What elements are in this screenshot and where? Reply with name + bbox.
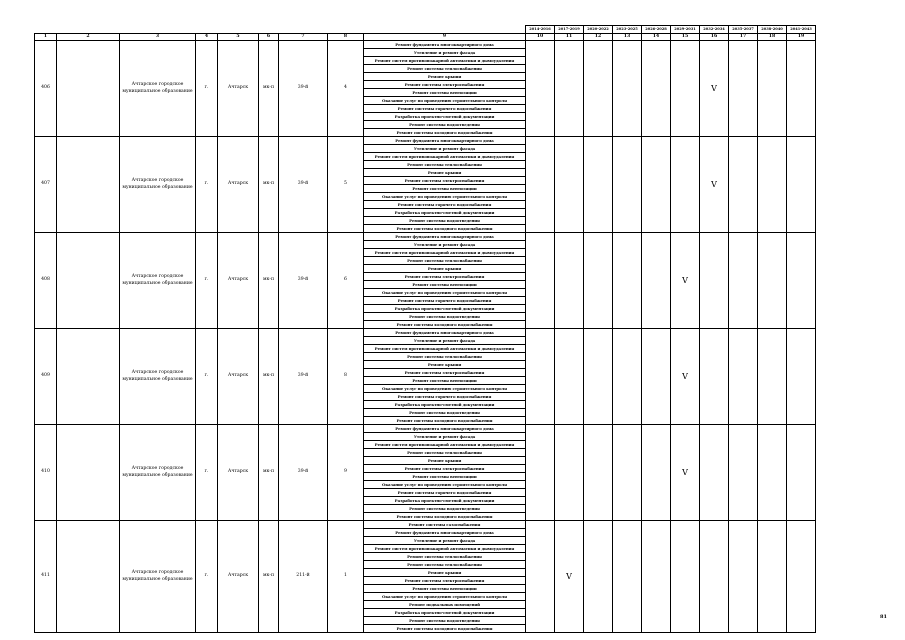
column-number: 6: [259, 34, 279, 41]
column-number: 10: [526, 34, 555, 41]
schedule-mark: V: [671, 425, 700, 521]
settlement-name: Ачтарск: [218, 425, 259, 521]
work-item: Ремонт системы вентиляции: [364, 377, 526, 385]
work-item: Оказание услуг по проведению строительного контроля: [364, 289, 526, 297]
work-item: Ремонт системы холодного водоснабжения: [364, 513, 526, 521]
street-type: мк-п: [259, 329, 279, 425]
work-item: Ремонт системы вентиляции: [364, 185, 526, 193]
work-item: Ремонт крыши: [364, 569, 526, 577]
period-cell: [787, 329, 816, 425]
capital-repair-schedule-table: [34, 25, 816, 633]
work-item: Ремонт фундамента многоквартирного дома: [364, 137, 526, 145]
house-number: 9: [328, 425, 364, 521]
street-type: мк-п: [259, 425, 279, 521]
table-row: [35, 137, 816, 145]
column-number: 13: [613, 34, 642, 41]
row-number: 407: [35, 137, 57, 233]
municipality-name: Ачтарское городское муниципальное образование: [120, 41, 196, 137]
period-cell: [526, 233, 555, 329]
period-cell: [700, 329, 729, 425]
work-item: Утепление и ремонт фасада: [364, 537, 526, 545]
column-number: 19: [787, 34, 816, 41]
period-cell: [758, 137, 787, 233]
work-item: Ремонт системы водоотведения: [364, 409, 526, 417]
period-cell: [758, 233, 787, 329]
column-number: 2: [57, 34, 120, 41]
row-number: 411: [35, 521, 57, 633]
column-number: 12: [584, 34, 613, 41]
work-item: Ремонт системы водоотведения: [364, 217, 526, 225]
house-number: 1: [328, 521, 364, 633]
work-item: Оказание услуг по проведению строительного контроля: [364, 97, 526, 105]
period-header: 2035-2037: [729, 26, 758, 34]
work-item: Ремонт системы вентиляции: [364, 585, 526, 593]
settlement-type: г.: [196, 329, 218, 425]
house-number: 5: [328, 137, 364, 233]
schedule-mark: V: [700, 41, 729, 137]
column-number: 16: [700, 34, 729, 41]
empty-cell: [57, 233, 120, 329]
row-number: 410: [35, 425, 57, 521]
period-header: 2032-2034: [700, 26, 729, 34]
column-number: 8: [328, 34, 364, 41]
row-number: 406: [35, 41, 57, 137]
period-cell: [555, 425, 584, 521]
work-item: Утепление и ремонт фасада: [364, 337, 526, 345]
work-item: Ремонт системы холодного водоснабжения: [364, 417, 526, 425]
work-item: Разработка проектно-сметной документации: [364, 209, 526, 217]
schedule-mark: V: [671, 233, 700, 329]
period-cell: [526, 521, 555, 633]
period-header: 2017-2019: [555, 26, 584, 34]
work-item: Ремонт системы газоснабжения: [364, 521, 526, 529]
work-item: Ремонт системы горячего водоснабжения: [364, 105, 526, 113]
period-cell: [526, 41, 555, 137]
period-cell: [700, 425, 729, 521]
period-cell: [671, 521, 700, 633]
period-cell: [671, 137, 700, 233]
work-item: Ремонт системы теплоснабжения: [364, 449, 526, 457]
column-number: 4: [196, 34, 218, 41]
work-item: Ремонт фундамента многоквартирного дома: [364, 329, 526, 337]
settlement-name: Ачтарск: [218, 137, 259, 233]
period-cell: [613, 41, 642, 137]
period-cell: [642, 137, 671, 233]
column-number: 9: [364, 34, 526, 41]
period-cell: [758, 329, 787, 425]
work-item: Ремонт крыши: [364, 73, 526, 81]
period-cell: [758, 41, 787, 137]
work-item: Разработка проектно-сметной документации: [364, 305, 526, 313]
work-item: Ремонт системы теплоснабжения: [364, 65, 526, 73]
work-item: Ремонт системы горячего водоснабжения: [364, 393, 526, 401]
table-row: [35, 233, 816, 241]
row-number: 408: [35, 233, 57, 329]
work-item: Ремонт системы водоотведения: [364, 617, 526, 625]
period-header: 2026-2028: [642, 26, 671, 34]
municipality-name: Ачтарское городское муниципальное образование: [120, 329, 196, 425]
work-item: Ремонт систем противопожарной автоматики и дымоудаления: [364, 249, 526, 257]
settlement-type: г.: [196, 137, 218, 233]
work-item: Ремонт системы теплоснабжения: [364, 553, 526, 561]
work-item: Ремонт фундамента многоквартирного дома: [364, 425, 526, 433]
schedule-mark: V: [671, 329, 700, 425]
empty-cell: [57, 137, 120, 233]
work-item: Утепление и ремонт фасада: [364, 49, 526, 57]
work-item: Ремонт системы вентиляции: [364, 89, 526, 97]
work-item: Оказание услуг по проведению строительного контроля: [364, 385, 526, 393]
work-item: Оказание услуг по проведению строительного контроля: [364, 481, 526, 489]
period-cell: [787, 521, 816, 633]
period-cell: [758, 425, 787, 521]
header-blank-cell: [35, 26, 526, 34]
period-cell: [613, 329, 642, 425]
header-periods-row: [35, 26, 816, 34]
column-number: 3: [120, 34, 196, 41]
work-item: Разработка проектно-сметной документации: [364, 113, 526, 121]
settlement-type: г.: [196, 41, 218, 137]
work-item: Ремонт фундамента многоквартирного дома: [364, 529, 526, 537]
work-item: Утепление и ремонт фасада: [364, 241, 526, 249]
period-cell: [642, 329, 671, 425]
period-cell: [729, 425, 758, 521]
column-number: 14: [642, 34, 671, 41]
work-item: Ремонт системы электроснабжения: [364, 177, 526, 185]
work-item: Ремонт системы горячего водоснабжения: [364, 201, 526, 209]
period-cell: [787, 233, 816, 329]
period-cell: [584, 329, 613, 425]
period-header: 2029-2031: [671, 26, 700, 34]
period-cell: [729, 233, 758, 329]
settlement-type: г.: [196, 233, 218, 329]
work-item: Разработка проектно-сметной документации: [364, 497, 526, 505]
work-item: Ремонт системы водоотведения: [364, 121, 526, 129]
street-name: 211-й: [279, 521, 328, 633]
table-row: [35, 41, 816, 49]
period-cell: [758, 521, 787, 633]
empty-cell: [57, 41, 120, 137]
work-item: Ремонт системы теплоснабжения: [364, 161, 526, 169]
period-cell: [584, 425, 613, 521]
work-item: Ремонт систем противопожарной автоматики и дымоудаления: [364, 545, 526, 553]
work-item: Разработка проектно-сметной документации: [364, 401, 526, 409]
work-item: Ремонт крыши: [364, 265, 526, 273]
house-number: 8: [328, 329, 364, 425]
municipality-name: Ачтарское городское муниципальное образование: [120, 137, 196, 233]
column-number: 11: [555, 34, 584, 41]
work-item: Ремонт фундамента многоквартирного дома: [364, 233, 526, 241]
period-cell: [729, 41, 758, 137]
work-item: Ремонт крыши: [364, 169, 526, 177]
work-item: Ремонт системы электроснабжения: [364, 273, 526, 281]
period-cell: [729, 137, 758, 233]
period-cell: [584, 137, 613, 233]
period-cell: [584, 41, 613, 137]
settlement-type: г.: [196, 425, 218, 521]
street-name: 39-й: [279, 425, 328, 521]
street-name: 39-й: [279, 233, 328, 329]
column-number: 18: [758, 34, 787, 41]
period-cell: [787, 425, 816, 521]
page-number: 81: [880, 614, 887, 620]
period-cell: [613, 425, 642, 521]
period-cell: [555, 233, 584, 329]
schedule-mark: V: [555, 521, 584, 633]
work-item: Ремонт систем противопожарной автоматики и дымоудаления: [364, 153, 526, 161]
period-header: 2038-2040: [758, 26, 787, 34]
document-page: [34, 25, 816, 633]
work-item: Ремонт системы вентиляции: [364, 281, 526, 289]
work-item: Разработка проектно-сметной документации: [364, 609, 526, 617]
period-cell: [526, 137, 555, 233]
period-header: 2014-2016: [526, 26, 555, 34]
settlement-type: г.: [196, 521, 218, 633]
period-cell: [729, 521, 758, 633]
work-item: Ремонт фундамента многоквартирного дома: [364, 41, 526, 49]
work-item: Ремонт системы теплоснабжения: [364, 561, 526, 569]
column-number: 1: [35, 34, 57, 41]
schedule-mark: V: [700, 137, 729, 233]
column-number: 17: [729, 34, 758, 41]
period-cell: [613, 233, 642, 329]
municipality-name: Ачтарское городское муниципальное образование: [120, 425, 196, 521]
street-name: 39-й: [279, 137, 328, 233]
work-item: Ремонт систем противопожарной автоматики и дымоудаления: [364, 441, 526, 449]
house-number: 4: [328, 41, 364, 137]
street-type: мк-п: [259, 41, 279, 137]
work-item: Ремонт системы электроснабжения: [364, 81, 526, 89]
period-cell: [584, 521, 613, 633]
period-cell: [584, 233, 613, 329]
period-cell: [613, 521, 642, 633]
period-cell: [642, 233, 671, 329]
period-cell: [555, 41, 584, 137]
street-name: 39-й: [279, 41, 328, 137]
empty-cell: [57, 425, 120, 521]
settlement-name: Ачтарск: [218, 521, 259, 633]
column-number: 15: [671, 34, 700, 41]
street-type: мк-п: [259, 521, 279, 633]
table-row: [35, 521, 816, 529]
municipality-name: Ачтарское городское муниципальное образование: [120, 521, 196, 633]
street-type: мк-п: [259, 137, 279, 233]
work-item: Ремонт подвальных помещений: [364, 601, 526, 609]
period-cell: [671, 41, 700, 137]
column-number: 7: [279, 34, 328, 41]
column-number: 5: [218, 34, 259, 41]
header-column-numbers-row: [35, 34, 816, 41]
work-item: Ремонт системы теплоснабжения: [364, 257, 526, 265]
period-cell: [555, 137, 584, 233]
settlement-name: Ачтарск: [218, 329, 259, 425]
period-cell: [642, 521, 671, 633]
empty-cell: [57, 521, 120, 633]
work-item: Ремонт системы холодного водоснабжения: [364, 225, 526, 233]
work-item: Ремонт систем противопожарной автоматики и дымоудаления: [364, 57, 526, 65]
table-row: [35, 329, 816, 337]
period-cell: [642, 41, 671, 137]
street-name: 39-й: [279, 329, 328, 425]
table-row: [35, 425, 816, 433]
work-item: Ремонт системы горячего водоснабжения: [364, 297, 526, 305]
work-item: Оказание услуг по проведению строительного контроля: [364, 193, 526, 201]
period-cell: [700, 521, 729, 633]
work-item: Ремонт системы холодного водоснабжения: [364, 321, 526, 329]
period-header: 2041-2043: [787, 26, 816, 34]
work-item: Ремонт систем противопожарной автоматики и дымоудаления: [364, 345, 526, 353]
period-cell: [787, 137, 816, 233]
work-item: Ремонт крыши: [364, 361, 526, 369]
settlement-name: Ачтарск: [218, 233, 259, 329]
work-item: Оказание услуг по проведению строительного контроля: [364, 593, 526, 601]
period-cell: [526, 329, 555, 425]
work-item: Утепление и ремонт фасада: [364, 433, 526, 441]
period-cell: [613, 137, 642, 233]
work-item: Ремонт системы теплоснабжения: [364, 353, 526, 361]
period-header: 2023-2025: [613, 26, 642, 34]
work-item: Ремонт системы электроснабжения: [364, 577, 526, 585]
period-cell: [700, 233, 729, 329]
work-item: Ремонт системы электроснабжения: [364, 369, 526, 377]
period-header: 2020-2022: [584, 26, 613, 34]
period-cell: [642, 425, 671, 521]
municipality-name: Ачтарское городское муниципальное образование: [120, 233, 196, 329]
settlement-name: Ачтарск: [218, 41, 259, 137]
work-item: Утепление и ремонт фасада: [364, 145, 526, 153]
work-item: Ремонт системы холодного водоснабжения: [364, 625, 526, 633]
house-number: 6: [328, 233, 364, 329]
empty-cell: [57, 329, 120, 425]
work-item: Ремонт системы электроснабжения: [364, 465, 526, 473]
row-number: 409: [35, 329, 57, 425]
work-item: Ремонт системы горячего водоснабжения: [364, 489, 526, 497]
street-type: мк-п: [259, 233, 279, 329]
period-cell: [526, 425, 555, 521]
period-cell: [729, 329, 758, 425]
work-item: Ремонт системы вентиляции: [364, 473, 526, 481]
period-cell: [787, 41, 816, 137]
work-item: Ремонт системы водоотведения: [364, 505, 526, 513]
period-cell: [555, 329, 584, 425]
work-item: Ремонт системы холодного водоснабжения: [364, 129, 526, 137]
work-item: Ремонт системы водоотведения: [364, 313, 526, 321]
work-item: Ремонт крыши: [364, 457, 526, 465]
